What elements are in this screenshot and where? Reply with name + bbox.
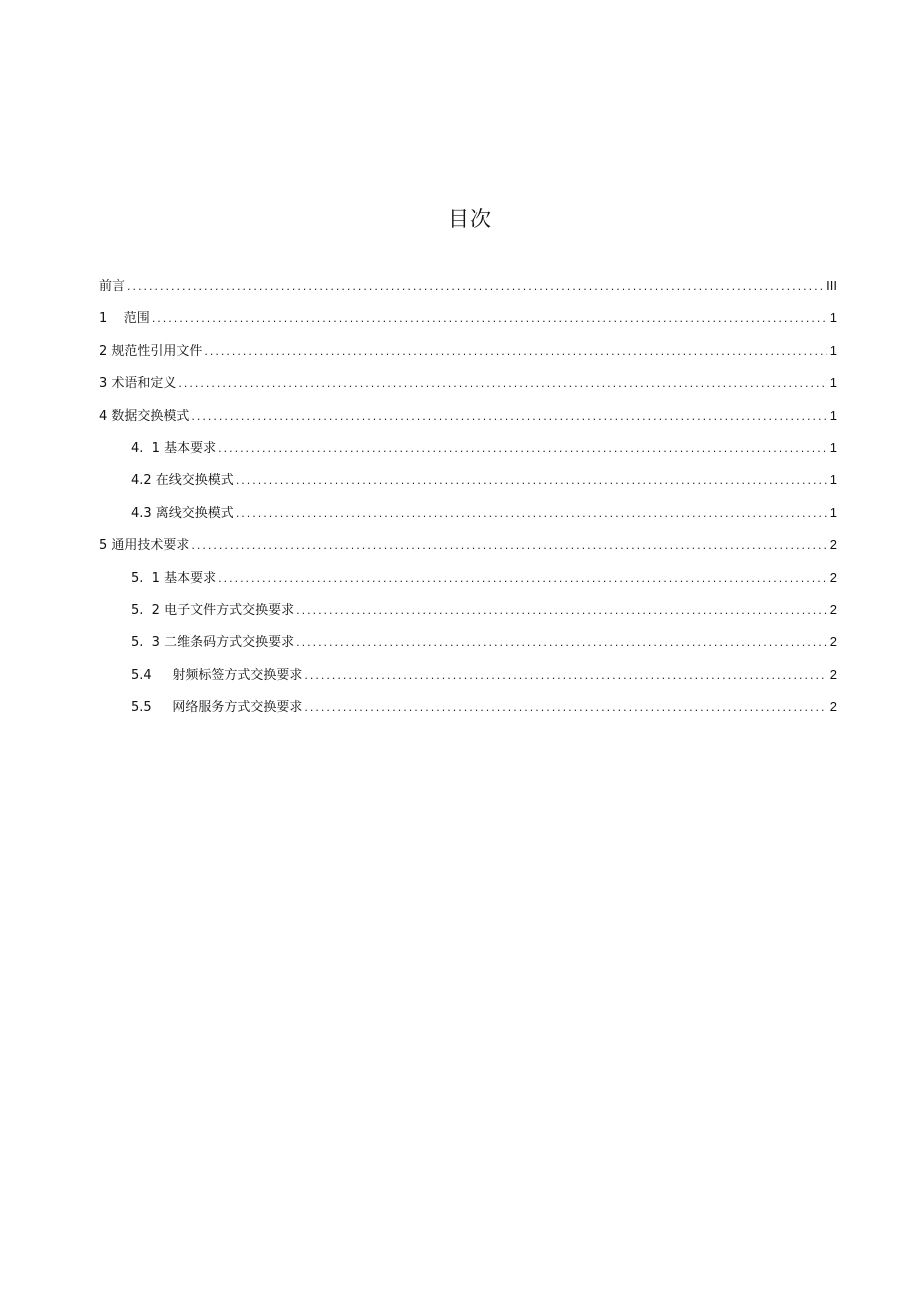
toc-dot-leader [304,662,826,690]
table-of-contents [99,272,837,725]
toc-entry[interactable] [99,402,837,434]
toc-subentry[interactable] [99,564,837,596]
toc-entry-label: 2 规范性引用文件 [99,343,203,359]
toc-dot-leader [204,338,826,366]
toc-dot-leader [178,370,826,398]
toc-entry-label: 5. 3 二维条码方式交换要求 [131,635,295,651]
toc-entry-page: 1 [829,407,837,423]
toc-entry-page: 1 [829,310,837,326]
toc-entry-label: 4. 1 基本要求 [131,440,217,456]
toc-entry-page: 1 [829,472,837,488]
toc-entry[interactable] [99,369,837,401]
toc-dot-leader [191,403,826,431]
toc-subentry[interactable] [99,661,837,693]
toc-dot-leader [191,532,826,560]
toc-subentry[interactable] [99,596,837,628]
toc-entry-label: 3 术语和定义 [99,376,177,392]
toc-entry-page: 2 [829,601,837,617]
toc-dot-leader [296,597,827,625]
toc-entry[interactable] [99,531,837,563]
toc-entry-page: 1 [829,504,837,520]
toc-subentry[interactable] [99,499,837,531]
toc-entry-label: 5. 1 基本要求 [131,570,217,586]
toc-entry-page: III [826,278,837,293]
toc-subentry[interactable] [99,628,837,660]
toc-entry-page: 2 [829,666,837,682]
toc-entry-label: 5 通用技术要求 [99,538,190,554]
toc-entry[interactable] [99,304,837,336]
toc-entry[interactable] [99,337,837,369]
toc-entry-label: 5.4 射频标签方式交换要求 [131,667,303,683]
toc-dot-leader [218,565,827,593]
toc-entry-page: 2 [829,699,837,715]
toc-dot-leader [296,629,827,657]
toc-subentry[interactable] [99,693,837,725]
toc-dot-leader [236,467,827,495]
toc-dot-leader [127,273,823,301]
toc-entry-page: 1 [829,375,837,391]
toc-subentry[interactable] [99,434,837,466]
toc-dot-leader [152,305,827,333]
toc-dot-leader [236,500,827,528]
toc-entry-page: 2 [829,537,837,553]
toc-dot-leader [218,435,827,463]
toc-entry-label: 前言 [99,279,126,294]
toc-entry-page: 2 [829,569,837,585]
toc-entry-page: 1 [829,342,837,358]
toc-entry-label: 4.3 离线交换模式 [131,505,234,521]
toc-title: 目次 [448,207,492,231]
toc-entry-page: 1 [829,439,837,455]
toc-entry-label: 5. 2 电子文件方式交换要求 [131,602,295,618]
toc-dot-leader [304,694,826,722]
toc-entry-label: 4.2 在线交换模式 [131,473,234,489]
toc-entry-label: 1 范围 [99,311,150,327]
toc-entry-label: 4 数据交换模式 [99,408,190,424]
toc-entry[interactable] [99,272,837,304]
toc-subentry[interactable] [99,466,837,498]
toc-entry-page: 2 [829,634,837,650]
toc-entry-label: 5.5 网络服务方式交换要求 [131,700,303,716]
